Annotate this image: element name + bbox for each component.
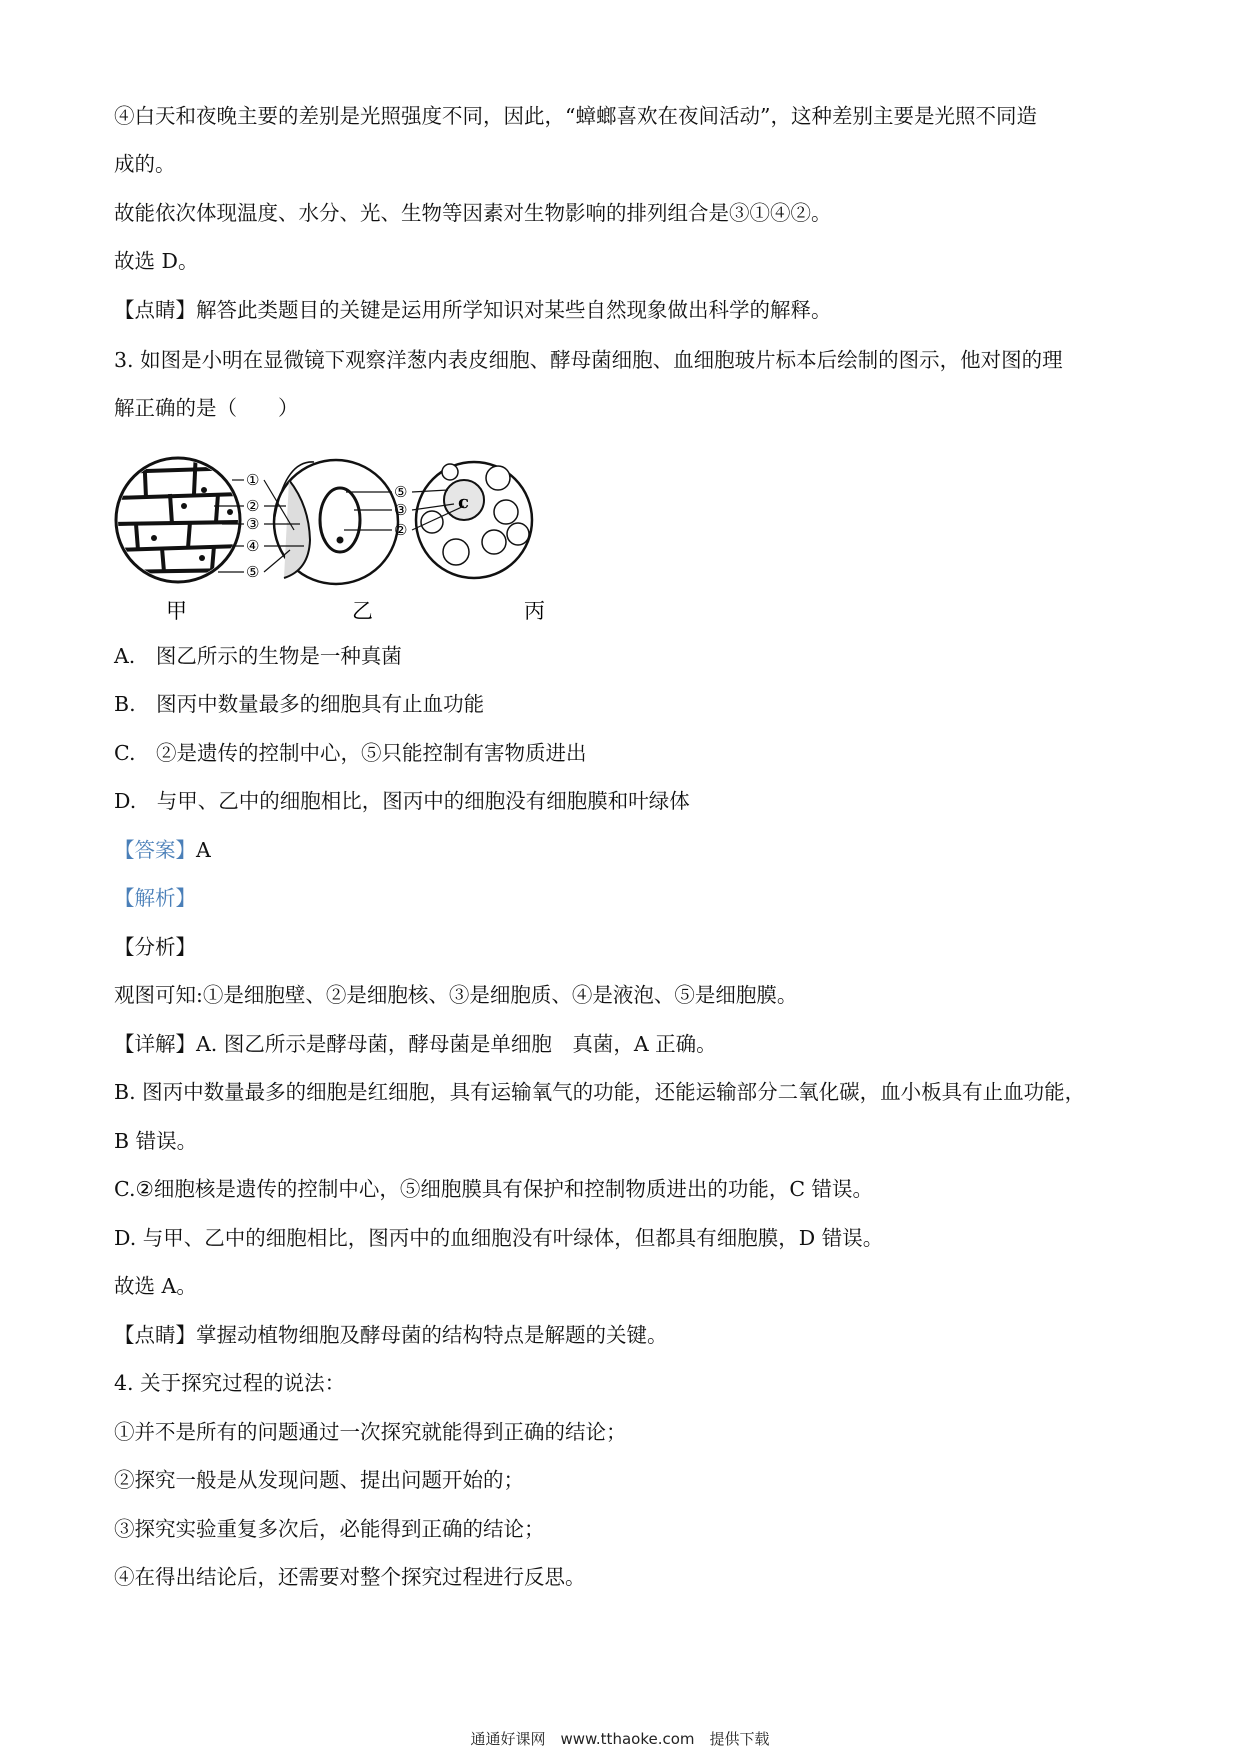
svg-text:⑤: ⑤ <box>394 483 408 501</box>
yeast-cell-view <box>274 460 398 584</box>
svg-text:③: ③ <box>246 515 260 533</box>
svg-text:⑤: ⑤ <box>246 563 260 581</box>
prev-summary: 故能依次体现温度、水分、光、生物等因素对生物影响的排列组合是③①④②。 <box>114 201 832 225</box>
callouts-bing <box>394 483 407 539</box>
q3-detail-a: 【详解】A. 图乙所示是酵母菌，酵母菌是单细胞 真菌，A 正确。 <box>114 1032 717 1056</box>
q3-detail-b1: B. 图丙中数量最多的细胞是红细胞，具有运输氧气的功能，还能运输部分二氧化碳，血小板具有止血功能， <box>114 1080 1086 1104</box>
svg-text:④: ④ <box>246 537 260 555</box>
cell-diagram <box>114 450 614 630</box>
q3-fenxi-tag: 【分析】 <box>114 935 196 959</box>
svg-text:①: ① <box>246 471 260 489</box>
q3-option-b: B. 图丙中数量最多的细胞具有止血功能 <box>114 692 485 716</box>
q3-option-d: D. 与甲、乙中的细胞相比，图丙中的细胞没有细胞膜和叶绿体 <box>114 789 690 813</box>
prev-item4-line2: 成的。 <box>114 152 176 176</box>
label-jia: 甲 <box>166 599 187 623</box>
q3-detail-d: D. 与甲、乙中的细胞相比，图丙中的血细胞没有叶绿体，但都具有细胞膜，D 错误。 <box>114 1226 884 1250</box>
q3-detail-b2: B 错误。 <box>114 1129 198 1153</box>
onion-cell-view <box>114 450 242 582</box>
q4-item-2: ②探究一般是从发现问题、提出问题开始的； <box>114 1468 524 1492</box>
q3-stem-line2: 解正确的是（ ） <box>114 396 299 420</box>
q4-item-3: ③探究实验重复多次后，必能得到正确的结论； <box>114 1517 545 1541</box>
q4-stem: 4. 关于探究过程的说法： <box>114 1371 346 1395</box>
prev-comment: 【点睛】解答此类题目的关键是运用所学知识对某些自然现象做出科学的解释。 <box>114 298 832 322</box>
q3-option-a: A. 图乙所示的生物是一种真菌 <box>114 644 402 668</box>
q3-analysis-tag: 【解析】 <box>114 886 196 910</box>
label-bing: 丙 <box>524 599 545 623</box>
q3-fenxi-text: 观图可知:①是细胞壁、②是细胞核、③是细胞质、④是液泡、⑤是细胞膜。 <box>114 983 798 1007</box>
q3-detail-c: C.②细胞核是遗传的控制中心，⑤细胞膜具有保护和控制物质进出的功能，C 错误。 <box>114 1177 874 1201</box>
label-yi: 乙 <box>352 599 373 623</box>
svg-text:②: ② <box>246 497 260 515</box>
answer-value: A <box>196 838 211 862</box>
q4-item-1: ①并不是所有的问题通过一次探究就能得到正确的结论； <box>114 1420 627 1444</box>
q3-stem-line1: 3. 如图是小明在显微镜下观察洋葱内表皮细胞、酵母菌细胞、血细胞玻片标本后绘制的图示，他对图的理 <box>114 348 1063 372</box>
q3-comment: 【点睛】掌握动植物细胞及酵母菌的结构特点是解题的关键。 <box>114 1323 668 1347</box>
prev-item4-line1: ④白天和夜晚主要的差别是光照强度不同，因此，“蟑螂喜欢在夜间活动”，这种差别主要是光照不同造 <box>114 104 1037 128</box>
q3-answer <box>114 835 211 865</box>
svg-text:③: ③ <box>394 501 408 519</box>
prev-choice: 故选 D。 <box>114 249 199 273</box>
answer-tag: 【答案】 <box>114 838 196 862</box>
callouts-jia <box>246 471 259 581</box>
nucleus-letter: c <box>458 492 469 513</box>
svg-text:②: ② <box>394 521 408 539</box>
q3-choice: 故选 A。 <box>114 1274 197 1298</box>
q4-item-4: ④在得出结论后，还需要对整个探究过程进行反思。 <box>114 1565 586 1589</box>
page-footer: 通通好课网 www.tthaoke.com 提供下载 <box>470 1730 770 1748</box>
q3-option-c: C. ②是遗传的控制中心，⑤只能控制有害物质进出 <box>114 741 587 765</box>
